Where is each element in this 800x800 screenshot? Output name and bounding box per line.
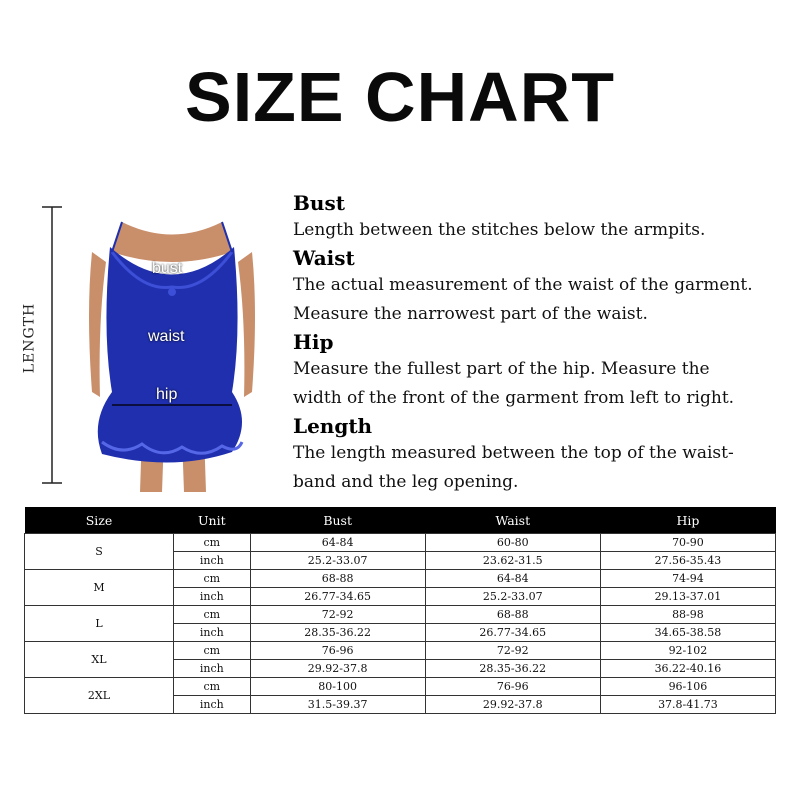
page-title: SIZE CHART xyxy=(185,58,615,136)
unit-cell: inch xyxy=(174,588,251,606)
bust-heading: Bust xyxy=(293,191,345,215)
waist-label: waist xyxy=(148,328,185,345)
hip-cell: 92-102 xyxy=(600,642,775,660)
size-cell: S xyxy=(25,534,174,570)
size-table xyxy=(24,507,776,714)
hip-cell: 34.65-38.58 xyxy=(600,624,775,642)
waist-cell: 60-80 xyxy=(425,534,600,552)
header-size: Size xyxy=(25,507,174,534)
size-cell: XL xyxy=(25,642,174,678)
bust-cell: 26.77-34.65 xyxy=(250,588,425,606)
waist-cell: 68-88 xyxy=(425,606,600,624)
hip-cell: 29.13-37.01 xyxy=(600,588,775,606)
hip-description-line: width of the front of the garment from left to right. xyxy=(293,388,735,408)
unit-cell: cm xyxy=(174,642,251,660)
bust-description-line: Length between the stitches below the armpits. xyxy=(293,220,706,240)
waist-heading: Waist xyxy=(293,246,355,270)
bust-cell: 68-88 xyxy=(250,570,425,588)
size-cell: 2XL xyxy=(25,678,174,714)
measurement-descriptions xyxy=(293,190,793,497)
length-heading: Length xyxy=(293,414,373,438)
garment-figure xyxy=(82,192,262,494)
hip-cell: 70-90 xyxy=(600,534,775,552)
bust-cell: 31.5-39.37 xyxy=(250,696,425,714)
unit-cell: inch xyxy=(174,552,251,570)
unit-cell: cm xyxy=(174,534,251,552)
waist-cell: 72-92 xyxy=(425,642,600,660)
table-row xyxy=(25,678,776,696)
hip-cell: 88-98 xyxy=(600,606,775,624)
bust-cell: 25.2-33.07 xyxy=(250,552,425,570)
waist-description-line: The actual measurement of the waist of the garment. xyxy=(293,275,753,295)
hip-cell: 74-94 xyxy=(600,570,775,588)
waist-cell: 26.77-34.65 xyxy=(425,624,600,642)
hip-heading: Hip xyxy=(293,330,334,354)
hip-cell: 96-106 xyxy=(600,678,775,696)
size-cell: M xyxy=(25,570,174,606)
unit-cell: cm xyxy=(174,606,251,624)
length-description-line: The length measured between the top of the waist- xyxy=(293,443,734,463)
bust-cell: 28.35-36.22 xyxy=(250,624,425,642)
table-row xyxy=(25,606,776,624)
table-row xyxy=(25,570,776,588)
bust-cell: 76-96 xyxy=(250,642,425,660)
bust-label: bust xyxy=(152,260,183,277)
unit-cell: inch xyxy=(174,696,251,714)
table-header-row xyxy=(25,507,776,534)
bust-cell: 29.92-37.8 xyxy=(250,660,425,678)
waist-cell: 25.2-33.07 xyxy=(425,588,600,606)
hip-description-line: Measure the fullest part of the hip. Measure the xyxy=(293,359,710,379)
length-description-line: band and the leg opening. xyxy=(293,472,519,492)
header-bust: Bust xyxy=(250,507,425,534)
header-waist: Waist xyxy=(425,507,600,534)
unit-cell: inch xyxy=(174,660,251,678)
table-row xyxy=(25,534,776,552)
hip-cell: 36.22-40.16 xyxy=(600,660,775,678)
size-table-body xyxy=(25,534,776,714)
waist-cell: 23.62-31.5 xyxy=(425,552,600,570)
hip-cell: 27.56-35.43 xyxy=(600,552,775,570)
unit-cell: cm xyxy=(174,678,251,696)
hip-cell: 37.8-41.73 xyxy=(600,696,775,714)
unit-cell: cm xyxy=(174,570,251,588)
waist-cell: 64-84 xyxy=(425,570,600,588)
waist-cell: 28.35-36.22 xyxy=(425,660,600,678)
size-cell: L xyxy=(25,606,174,642)
length-label: LENGTH xyxy=(21,302,38,374)
bust-cell: 64-84 xyxy=(250,534,425,552)
hip-label: hip xyxy=(156,386,178,403)
waist-description-line: Measure the narrowest part of the waist. xyxy=(293,304,648,324)
bust-cell: 72-92 xyxy=(250,606,425,624)
unit-cell: inch xyxy=(174,624,251,642)
header-hip: Hip xyxy=(600,507,775,534)
waist-cell: 76-96 xyxy=(425,678,600,696)
bust-cell: 80-100 xyxy=(250,678,425,696)
table-row xyxy=(25,642,776,660)
header-unit: Unit xyxy=(174,507,251,534)
waist-cell: 29.92-37.8 xyxy=(425,696,600,714)
